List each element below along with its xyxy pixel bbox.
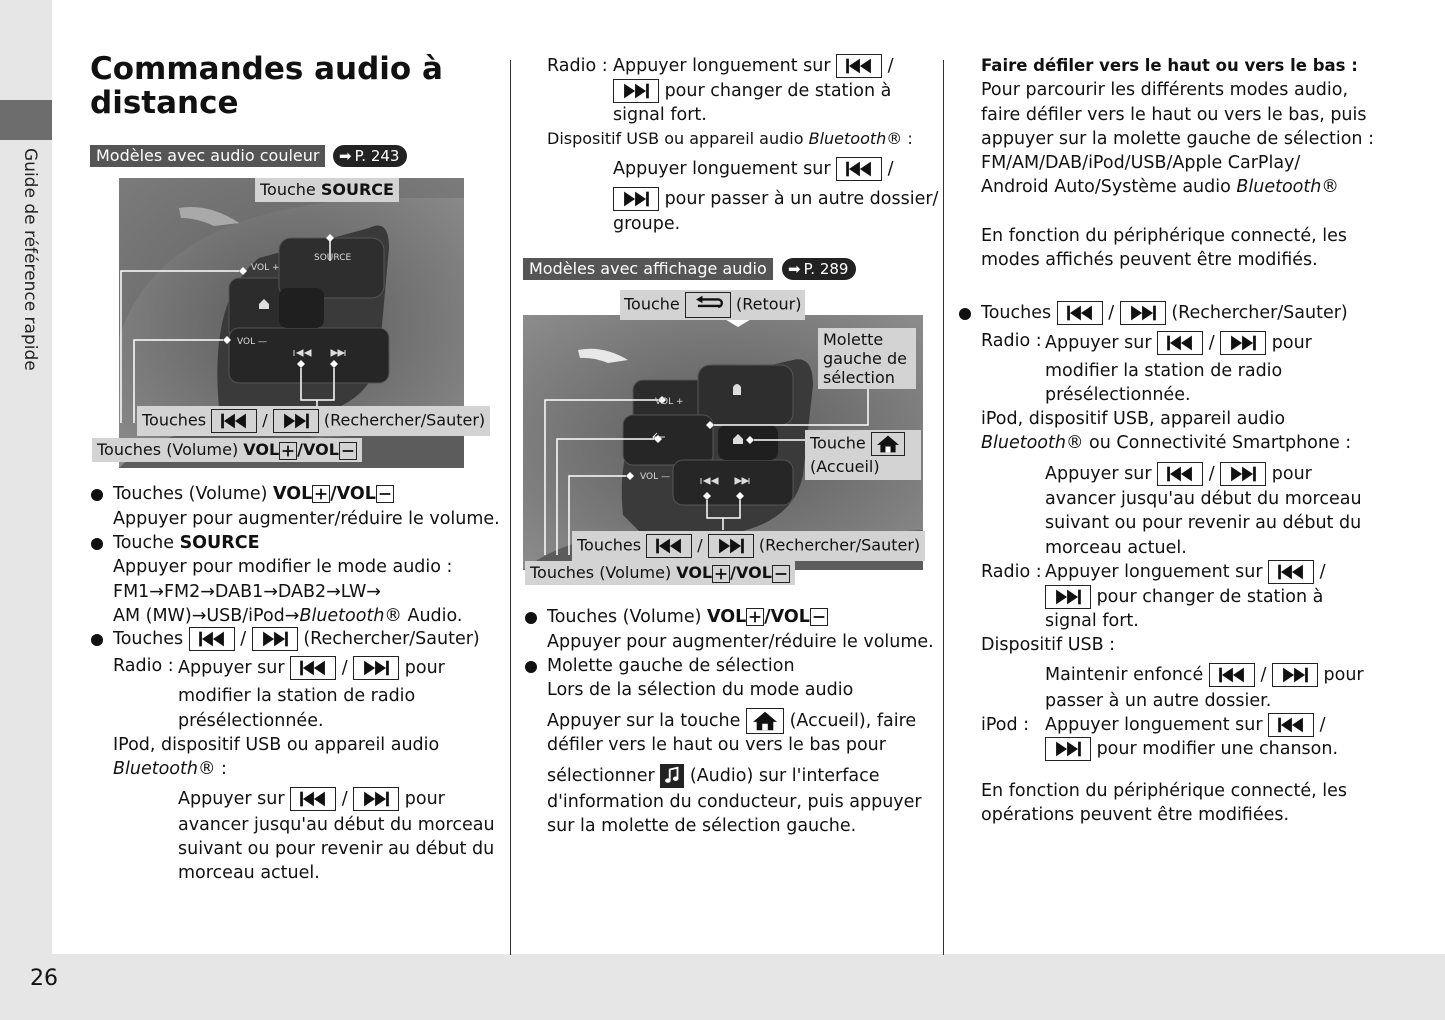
- skip-back-icon: [646, 534, 692, 558]
- callout-skip-buttons: Touches / (Rechercher/Sauter): [137, 406, 490, 436]
- c3-scroll-title: Faire défiler vers le haut ou vers le bas :: [981, 56, 1358, 75]
- c1-ipod-line1: IPod, dispositif USB ou appareil audio: [113, 735, 440, 755]
- c1-ipod-action1: Appuyer sur / pour: [178, 789, 445, 809]
- c1-ipod-action2: avancer jusqu'au début du morceau: [178, 815, 495, 835]
- c1-source-seq1: FM1→FM2→DAB1→DAB2→LW→: [113, 582, 381, 602]
- footer-bar: [0, 954, 1445, 1020]
- callout-back-button: Touche (Retour): [620, 290, 805, 320]
- c3-usb-label: Dispositif USB :: [981, 635, 1116, 655]
- home-icon: [746, 708, 784, 734]
- skip-forward-icon: [1120, 301, 1166, 325]
- skip-forward-icon: [708, 534, 754, 558]
- callout-volume-buttons: Touches (Volume) VOL /VOL: [525, 561, 795, 585]
- illus-volup-label: VOL +: [251, 263, 280, 273]
- c2-dial-heading: Molette gauche de sélection: [547, 656, 795, 676]
- c2-usb-line3: groupe.: [613, 214, 681, 234]
- plus-icon: [712, 565, 730, 583]
- bullet-icon: [525, 612, 537, 624]
- skip-forward-icon: [353, 656, 399, 680]
- arrow-right-icon: ➡: [339, 147, 352, 165]
- c3-ipod2-label: iPod :: [981, 715, 1030, 735]
- skip-back-icon: [290, 656, 336, 680]
- c3-ipod-line2: Bluetooth® ou Connectivité Smartphone :: [981, 433, 1352, 453]
- plus-icon: [279, 442, 297, 460]
- callout-skip-buttons: Touches / (Rechercher/Sauter): [572, 531, 925, 561]
- model-label-display-audio: Modèles avec affichage audio: [523, 258, 773, 280]
- minus-icon: [772, 565, 790, 583]
- arrow-right-icon: ➡: [788, 260, 801, 278]
- page-reference-link[interactable]: ➡ P. 243: [333, 145, 407, 167]
- bullet-icon: [91, 538, 103, 550]
- c3-note1-line1: En fonction du périphérique connecté, les: [981, 226, 1348, 246]
- c3-note2-line2: opérations peuvent être modifiées.: [981, 805, 1290, 825]
- c2-dial-line2: Appuyer sur la touche (Accueil), faire: [547, 708, 916, 734]
- c2-radio-line1: Appuyer longuement sur /: [613, 56, 894, 76]
- c2-usb-heading: Dispositif USB ou appareil audio Bluetooth® :: [547, 129, 913, 148]
- c1-radio-line2: modifier la station de radio: [178, 686, 416, 706]
- callout-source-button: Touche SOURCE: [255, 178, 399, 202]
- c1-ipod-action4: morceau actuel.: [178, 863, 320, 883]
- page-reference-link[interactable]: ➡ P. 289: [782, 258, 856, 280]
- skip-back-icon: [1268, 560, 1314, 584]
- c3-usb-line1: Maintenir enfoncé / pour: [1045, 665, 1364, 685]
- side-tab-label: Guide de référence rapide: [20, 148, 40, 371]
- c3-radio2-line3: signal fort.: [1045, 611, 1139, 631]
- skip-forward-icon: [353, 787, 399, 811]
- model-label-color-audio: Modèles avec audio couleur: [90, 145, 325, 167]
- skip-back-icon: [1057, 301, 1103, 325]
- c3-note2-line1: En fonction du périphérique connecté, les: [981, 781, 1348, 801]
- skip-back-icon: [290, 787, 336, 811]
- bullet-icon: [959, 308, 971, 320]
- illus-voldown-label: VOL —: [640, 472, 670, 482]
- illus-source-label: SOURCE: [314, 253, 352, 263]
- minus-icon: [376, 485, 394, 503]
- skip-forward-icon: [1272, 663, 1318, 687]
- c3-radio-line2: modifier la station de radio: [1045, 361, 1283, 381]
- skip-forward-icon: [1045, 737, 1091, 761]
- c2-usb-line1: Appuyer longuement sur /: [613, 159, 894, 179]
- skip-back-icon: [211, 409, 257, 433]
- c2-dial-line6: sur la molette de sélection gauche.: [547, 816, 857, 836]
- skip-forward-icon: [252, 627, 298, 651]
- skip-forward-icon: [613, 79, 659, 103]
- home-icon: [871, 432, 905, 456]
- page-title: Commandes audio à distance: [90, 51, 443, 121]
- illus-volup-label: VOL +: [655, 397, 684, 407]
- c3-ipod-action2: avancer jusqu'au début du morceau: [1045, 489, 1362, 509]
- c3-radio-line1: Appuyer sur / pour: [1045, 333, 1312, 353]
- c2-dial-line5: d'information du conducteur, puis appuyer: [547, 792, 922, 812]
- c3-skip-heading: Touches / (Rechercher/Sauter): [981, 303, 1348, 323]
- skip-forward-icon: [1220, 462, 1266, 486]
- c3-scroll-line4: FM/AM/DAB/iPod/USB/Apple CarPlay/: [981, 153, 1301, 173]
- c1-source-seq2: AM (MW)→USB/iPod→Bluetooth® Audio.: [113, 606, 463, 626]
- illus-voldown-label: VOL —: [237, 337, 267, 347]
- c2-usb-line2: pour passer à un autre dossier/: [613, 187, 938, 211]
- c3-radio2-line1: Appuyer longuement sur /: [1045, 562, 1326, 582]
- skip-back-icon: [836, 157, 882, 181]
- callout-selector-dial: Molette gauche de sélection: [818, 328, 916, 389]
- skip-forward-icon: [613, 187, 659, 211]
- c2-radio-label: Radio :: [547, 56, 608, 76]
- skip-back-icon: [836, 54, 882, 78]
- music-note-icon: [660, 764, 684, 788]
- c2-volume-desc: Appuyer pour augmenter/réduire le volume.: [547, 632, 934, 652]
- c2-volume-heading: Touches (Volume) VOL /VOL: [547, 605, 828, 629]
- page-number: 26: [30, 966, 58, 991]
- c2-dial-line3: défiler vers le haut ou vers le bas pour: [547, 735, 886, 755]
- c3-scroll-line2: faire défiler vers le haut ou vers le bas, puis: [981, 105, 1367, 125]
- skip-forward-icon: [1045, 585, 1091, 609]
- c1-volume-heading: Touches (Volume) VOL /VOL: [113, 482, 394, 506]
- c3-radio2-label: Radio :: [981, 562, 1042, 582]
- c3-ipod2-line1: Appuyer longuement sur /: [1045, 715, 1326, 735]
- c3-radio-line3: présélectionnée.: [1045, 385, 1191, 405]
- c3-scroll-line5: Android Auto/Système audio Bluetooth®: [981, 177, 1339, 197]
- side-tab-marker: [0, 100, 52, 140]
- plus-icon: [312, 485, 330, 503]
- c3-note1-line2: modes affichés peuvent être modifiés.: [981, 250, 1318, 270]
- c1-radio-line3: présélectionnée.: [178, 711, 324, 731]
- minus-icon: [810, 608, 828, 626]
- c3-radio2-line2: pour changer de station à: [1045, 585, 1323, 609]
- bullet-icon: [525, 661, 537, 673]
- c1-ipod-action3: suivant ou pour revenir au début du: [178, 839, 495, 859]
- c3-ipod-action4: morceau actuel.: [1045, 538, 1187, 558]
- c3-usb-line2: passer à un autre dossier.: [1045, 691, 1272, 711]
- c3-ipod2-line2: pour modifier une chanson.: [1045, 737, 1338, 761]
- c3-ipod-line1: iPod, dispositif USB, appareil audio: [981, 409, 1286, 429]
- c2-radio-line3: signal fort.: [613, 105, 707, 125]
- minus-icon: [339, 442, 357, 460]
- skip-forward-icon: [273, 409, 319, 433]
- skip-back-icon: [1209, 663, 1255, 687]
- c1-ipod-line2: Bluetooth® :: [113, 759, 227, 779]
- callout-volume-buttons: Touches (Volume) VOL /VOL: [92, 438, 362, 462]
- column-divider: [510, 60, 511, 955]
- c3-scroll-line3: appuyer sur la molette gauche de sélection :: [981, 129, 1374, 149]
- c1-source-heading: Touche SOURCE: [113, 533, 260, 553]
- c1-volume-desc: Appuyer pour augmenter/réduire le volume.: [113, 509, 500, 529]
- c2-radio-line2: pour changer de station à: [613, 79, 891, 103]
- c1-radio-line1: Appuyer sur / pour: [178, 658, 445, 678]
- skip-back-icon: [189, 627, 235, 651]
- skip-back-icon: [1268, 713, 1314, 737]
- c1-radio-label: Radio :: [113, 656, 174, 676]
- c2-dial-line4: sélectionner (Audio) sur l'interface: [547, 766, 880, 786]
- c1-skip-heading: Touches / (Rechercher/Sauter): [113, 629, 480, 649]
- side-tab[interactable]: [14, 148, 40, 388]
- c3-ipod-action1: Appuyer sur / pour: [1045, 464, 1312, 484]
- skip-back-icon: [1157, 462, 1203, 486]
- skip-forward-icon: [1220, 331, 1266, 355]
- column-divider: [943, 60, 944, 955]
- callout-home-button: Touche (Accueil): [805, 430, 921, 480]
- bullet-icon: [91, 634, 103, 646]
- skip-back-icon: [1157, 331, 1203, 355]
- bullet-icon: [91, 489, 103, 501]
- plus-icon: [746, 608, 764, 626]
- c3-ipod-action3: suivant ou pour revenir au début du: [1045, 513, 1362, 533]
- c3-radio-label: Radio :: [981, 331, 1042, 351]
- back-icon: [685, 292, 731, 318]
- c3-scroll-line1: Pour parcourir les différents modes audio,: [981, 80, 1349, 100]
- c2-dial-line1: Lors de la sélection du mode audio: [547, 680, 854, 700]
- c1-source-desc: Appuyer pour modifier le mode audio :: [113, 557, 453, 577]
